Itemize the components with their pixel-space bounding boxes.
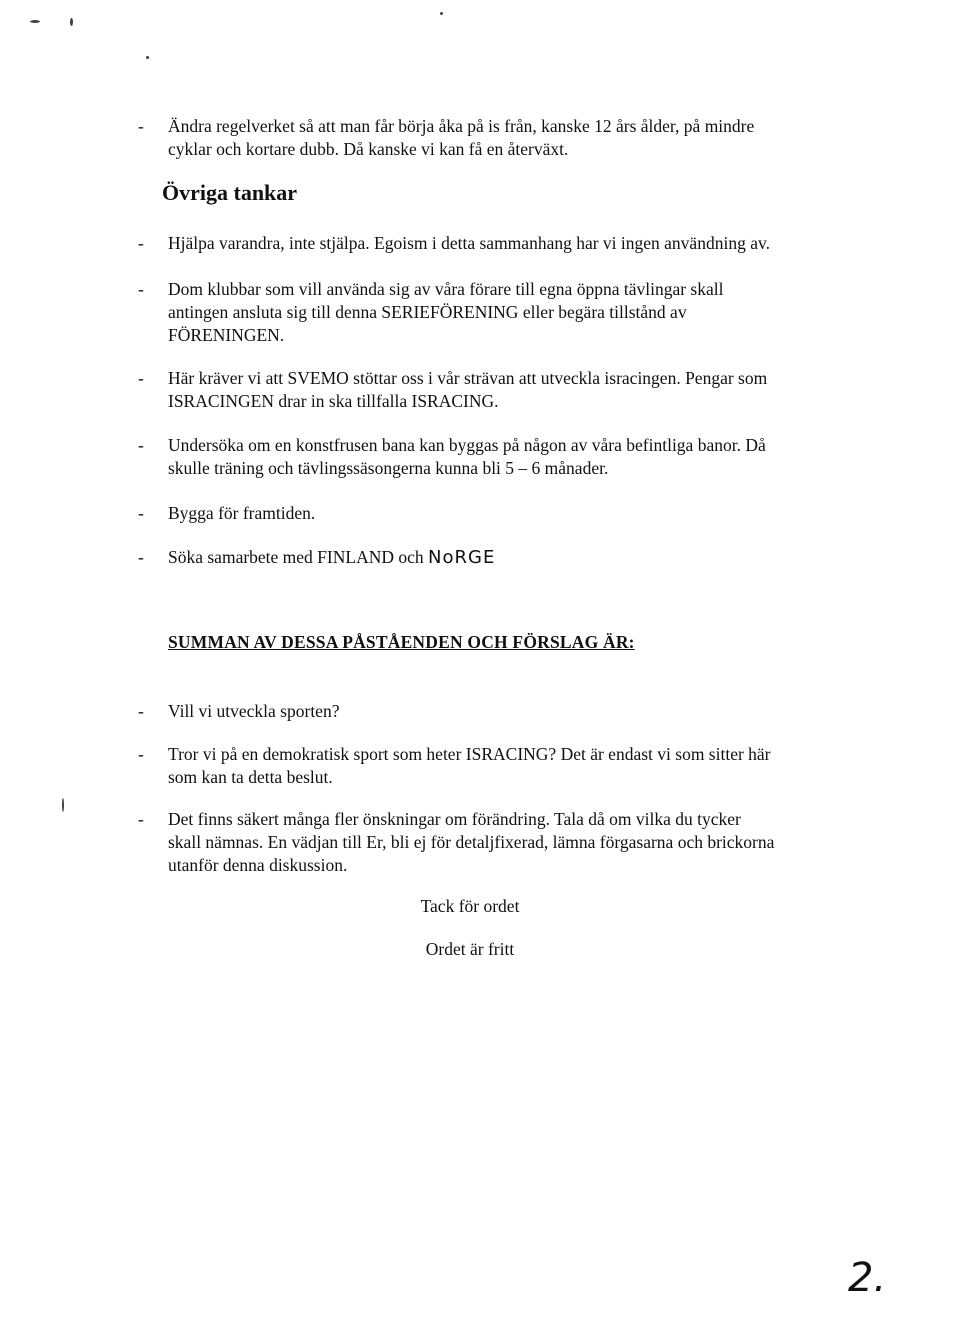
- bullet-dash: -: [138, 744, 144, 764]
- list-item: [168, 546, 848, 569]
- text-line: FÖRENINGEN.: [168, 325, 285, 345]
- text-line: Det finns säkert många fler önskningar om förändring. Tala då om vilka du tycker: [168, 809, 741, 829]
- text-line: Ändra regelverket så att man får börja åka på is från, kanske 12 års ålder, på mindre: [168, 116, 755, 136]
- text-line: ISRACINGEN drar in ska tillfalla ISRACING.: [168, 391, 499, 411]
- bullet-dash: -: [138, 233, 144, 253]
- bullet-dash: -: [138, 435, 144, 455]
- text-line: antingen ansluta sig till denna SERIEFÖRENING eller begära tillstånd av: [168, 302, 687, 322]
- closing-line: Ordet är fritt: [425, 939, 515, 959]
- list-item: [168, 232, 848, 255]
- text-line: Hjälpa varandra, inte stjälpa. Egoism i detta sammanhang har vi ingen användning av.: [168, 233, 770, 253]
- list-item: [168, 115, 848, 161]
- text-line: Vill vi utveckla sporten?: [168, 701, 340, 721]
- page-number: 2.: [848, 1255, 887, 1301]
- text-line: Här kräver vi att SVEMO stöttar oss i vår strävan att utveckla isracingen. Pengar som: [168, 368, 768, 388]
- list-item: [168, 743, 848, 789]
- list-item: [168, 434, 848, 480]
- list-item: [168, 278, 848, 347]
- closing-line: Tack för ordet: [420, 896, 520, 916]
- bullet-dash: -: [138, 701, 144, 721]
- text-line: Dom klubbar som vill använda sig av våra förare till egna öppna tävlingar skall: [168, 279, 724, 299]
- list-item: [168, 502, 848, 525]
- handwritten-word: NoRGE: [428, 547, 496, 568]
- list-item: [168, 700, 848, 723]
- text-line: Undersöka om en konstfrusen bana kan byggas på någon av våra befintliga banor. Då: [168, 435, 766, 455]
- list-item: [168, 367, 848, 413]
- text-line: utanför denna diskussion.: [168, 855, 348, 875]
- text-line: som kan ta detta beslut.: [168, 767, 333, 787]
- scan-speck: [146, 56, 149, 59]
- summary-heading: SUMMAN AV DESSA PÅSTÅENDEN OCH FÖRSLAG ÄR:: [168, 632, 635, 652]
- bullet-dash: -: [138, 809, 144, 829]
- text-line: Söka samarbete med FINLAND och: [168, 547, 424, 567]
- bullet-dash: -: [138, 368, 144, 388]
- bullet-dash: -: [138, 547, 144, 567]
- scan-speck: [62, 798, 64, 812]
- scan-speck: [440, 12, 443, 15]
- text-line: cyklar och kortare dubb. Då kanske vi kan få en återväxt.: [168, 139, 569, 159]
- scan-speck: [70, 18, 73, 26]
- bullet-dash: -: [138, 116, 144, 136]
- text-line: skall nämnas. En vädjan till Er, bli ej för detaljfixerad, lämna förgasarna och brickorna: [168, 832, 775, 852]
- text-line: Tror vi på en demokratisk sport som heter ISRACING? Det är endast vi som sitter här: [168, 744, 771, 764]
- section-heading: Övriga tankar: [162, 180, 298, 205]
- text-line: skulle träning och tävlingssäsongerna kunna bli 5 – 6 månader.: [168, 458, 609, 478]
- text-line: Bygga för framtiden.: [168, 503, 316, 523]
- bullet-dash: -: [138, 279, 144, 299]
- scan-speck: [30, 20, 40, 23]
- list-item: [168, 808, 848, 877]
- bullet-dash: -: [138, 503, 144, 523]
